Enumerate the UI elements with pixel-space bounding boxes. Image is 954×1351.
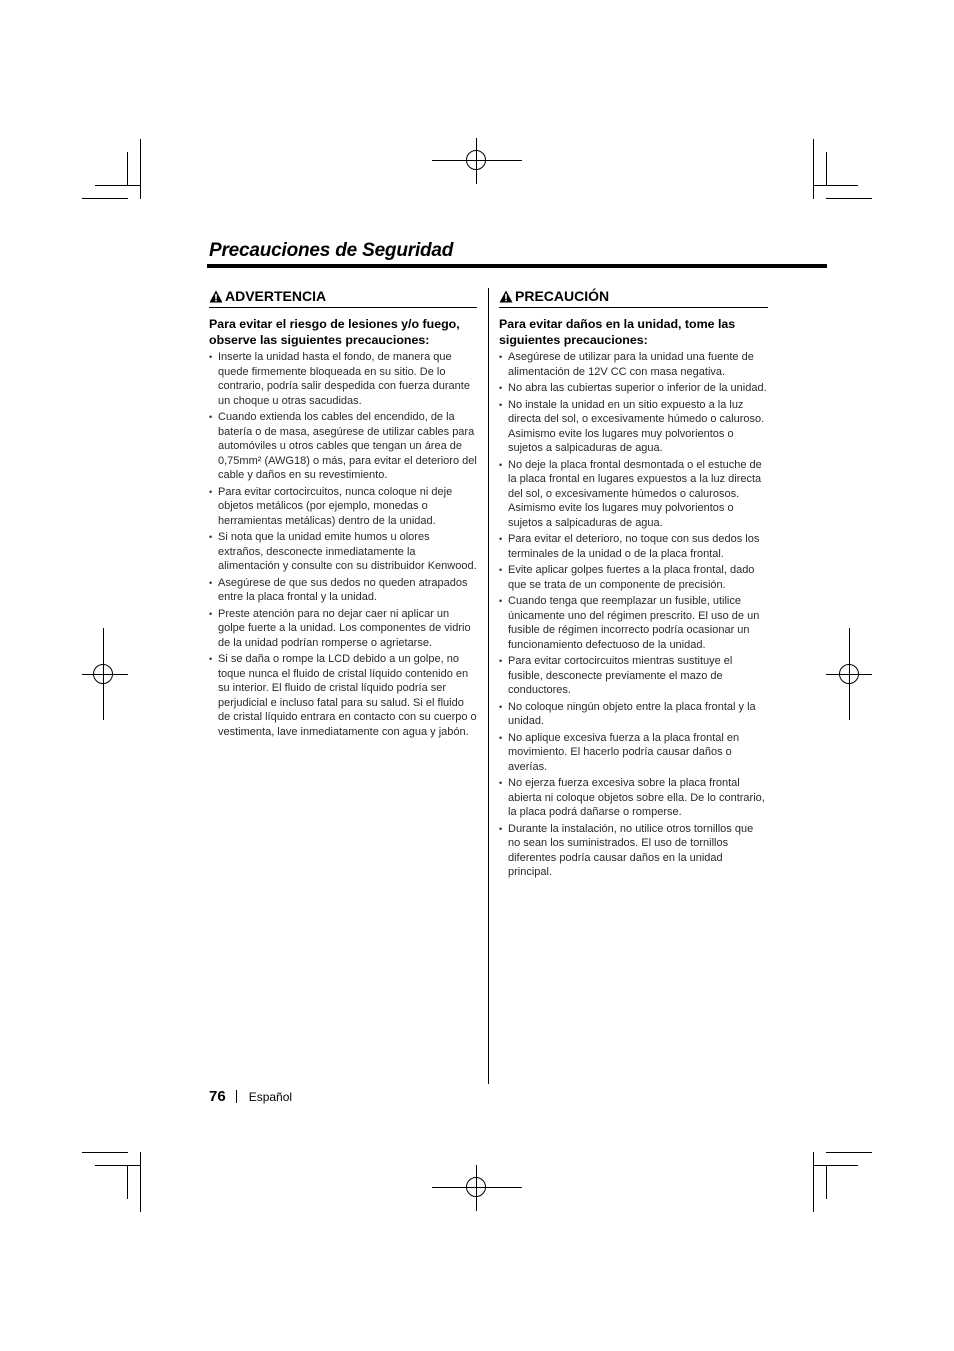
list-item: • Si se daña o rompe la LCD debido a un golpe, no toque nunca el fluido de cristal líquido contenido en su interior. El fluido de cristal líquido podría ser perjudicial e incluso fatal para su salud. Si el fluido de cristal líquido entrara en contacto con su cuerpo o vestimenta, lave inmediatamente con agua y jabón.	[209, 652, 477, 739]
list-item: • No coloque ningún objeto entre la placa frontal y la unidad.	[499, 700, 768, 729]
crop-mark	[813, 185, 858, 186]
footer-separator	[236, 1090, 237, 1103]
page-footer	[209, 1088, 292, 1105]
list-item: • Cuando tenga que reemplazar un fusible, utilice únicamente uno del régimen prescrito. El uso de un fusible de régimen incorrecto podría ocasionar un funcionamiento defectuoso de la unidad.	[499, 594, 768, 652]
crop-mark	[140, 1152, 141, 1212]
page-title: Precauciones de Seguridad	[209, 240, 454, 261]
crop-mark	[82, 1152, 128, 1153]
list-item: • Si nota que la unidad emite humos u olores extraños, desconecte inmediatamente la alimentación y consulte con su distribuidor Kenwood.	[209, 530, 477, 574]
title-rule	[207, 264, 827, 268]
registration-circle	[466, 150, 486, 170]
crop-mark	[813, 139, 814, 199]
caution-section	[499, 288, 768, 882]
list-item: • Preste atención para no dejar caer ni aplicar un golpe fuerte a la unidad. Los componentes de vidrio de la unidad podrían romperse o agrietarse.	[209, 607, 477, 651]
registration-circle	[466, 1177, 486, 1197]
list-item: • No deje la placa frontal desmontada o el estuche de la placa frontal en lugares expuestos a la luz directa del sol, o excesivamente húmedos o calurosos. Asimismo evite los lugares muy polvorientos o sujetos a salpicaduras de agua.	[499, 458, 768, 531]
list-item: • Asegúrese de utilizar para la unidad una fuente de alimentación de 12V CC con masa negativa.	[499, 350, 768, 379]
crop-mark	[826, 152, 827, 186]
crop-mark	[82, 198, 128, 199]
crop-mark	[813, 1165, 858, 1166]
crop-mark	[140, 139, 141, 199]
list-item: • Para evitar cortocircuitos mientras sustituye el fusible, desconecte previamente el mazo de conductores.	[499, 654, 768, 698]
caution-intro: Para evitar daños en la unidad, tome las siguientes precauciones:	[499, 317, 736, 347]
warning-triangle-icon	[499, 290, 513, 303]
footer-language: Español	[248, 1089, 293, 1104]
list-item: • No ejerza fuerza excesiva sobre la placa frontal abierta ni coloque objetos sobre ella. De lo contrario, la placa podrá dañarse o romperse.	[499, 776, 768, 820]
crop-mark	[826, 198, 872, 199]
registration-circle	[93, 664, 113, 684]
list-item: • Durante la instalación, no utilice otros tornillos que no sean los suministrados. El uso de tornillos diferentes podría causar daños en la unidad principal.	[499, 822, 768, 880]
warning-list	[209, 350, 477, 739]
list-item: • Para evitar cortocircuitos, nunca coloque ni deje objetos metálicos (por ejemplo, monedas o herramientas metálicas) dentro de la unidad.	[209, 485, 477, 529]
caution-list	[499, 350, 768, 880]
caution-heading	[499, 288, 768, 308]
list-item: • No aplique excesiva fuerza a la placa frontal en movimiento. El hacerlo podría causar daños o averías.	[499, 731, 768, 775]
crop-mark	[826, 1165, 827, 1199]
list-item: • Inserte la unidad hasta el fondo, de manera que quede firmemente bloqueada en su sitio. De lo contrario, podría salir despedida con fuerza durante un choque u otras sacudidas.	[209, 350, 477, 408]
crop-mark	[95, 1165, 140, 1166]
warning-intro: Para evitar el riesgo de lesiones y/o fuego, observe las siguientes precauciones:	[209, 317, 460, 347]
crop-mark	[95, 185, 140, 186]
column-divider	[488, 288, 489, 1084]
registration-circle	[839, 664, 859, 684]
caution-heading-text: PRECAUCIÓN	[515, 288, 610, 304]
page-number: 76	[209, 1088, 226, 1105]
warning-triangle-icon	[209, 290, 223, 303]
list-item: • Para evitar el deterioro, no toque con sus dedos los terminales de la unidad o de la placa frontal.	[499, 532, 768, 561]
list-item: • Asegúrese de que sus dedos no queden atrapados entre la placa frontal y la unidad.	[209, 576, 477, 605]
list-item: • No abra las cubiertas superior o inferior de la unidad.	[499, 381, 768, 396]
warning-heading	[209, 288, 477, 308]
crop-mark	[813, 1152, 814, 1212]
crop-mark	[127, 1165, 128, 1199]
list-item: • No instale la unidad en un sitio expuesto a la luz directa del sol, o excesivamente húmedo o caluroso. Asimismo evite los lugares muy polvorientos o sujetos a salpicaduras de agua.	[499, 398, 768, 456]
warning-heading-text: ADVERTENCIA	[225, 288, 327, 304]
warning-section	[209, 288, 477, 741]
list-item: • Cuando extienda los cables del encendido, de la batería o de masa, asegúrese de utilizar cables para automóviles u otros cables que tengan un área de 0,75mm² (AWG18) o más, para evitar el deterioro del cable y daños en su revestimiento.	[209, 410, 477, 483]
list-item: • Evite aplicar golpes fuertes a la placa frontal, dado que se trata de un componente de precisión.	[499, 563, 768, 592]
crop-mark	[826, 1152, 872, 1153]
crop-mark	[127, 152, 128, 186]
